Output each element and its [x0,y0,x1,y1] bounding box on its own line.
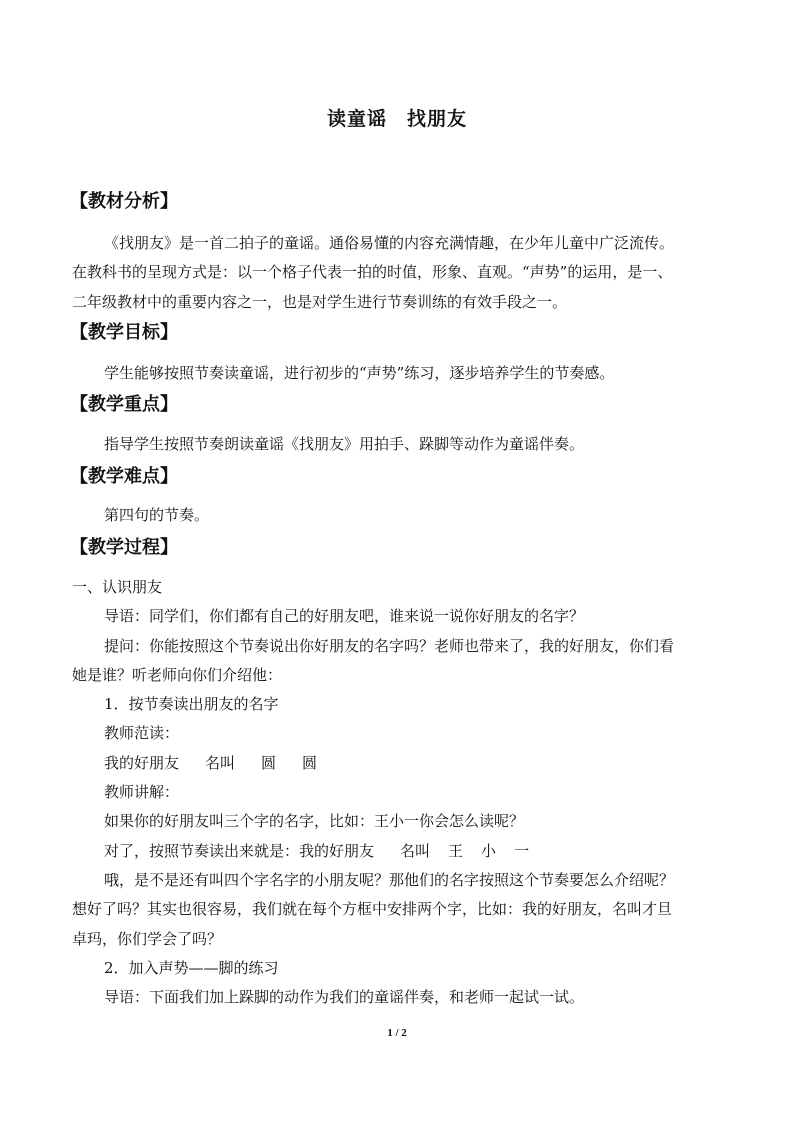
demo-word: 我的好朋友 [104,754,180,772]
document-title: 读童谣 找朋友 [326,108,467,130]
goals-line-1: 学生能够按照节奏读童谣，进行初步的“声势”练习，逐步培养学生的节奏感。 [104,364,615,382]
demo-word: 圆 [302,754,318,772]
demo-word: 名叫 [205,754,236,772]
process-four-char-line-1: 哦，是不是还有叫四个字名字的小朋友呢？那他们的名字按照这个节奏要怎么介绍呢？ [104,871,675,889]
demo-word: 圆 [261,754,277,772]
answer-word: 小 [481,842,497,860]
answer-word: 王 [448,842,464,860]
difficulties-line-1: 第四句的节奏。 [104,506,210,524]
answer-word: 一 [514,842,530,860]
page-number: 1 / 2 [387,1027,407,1039]
heading-difficulties: 【教学难点】 [70,466,178,487]
process-demo-rhythm [104,753,317,773]
process-explain-label: 教师讲解： [104,783,180,801]
process-explain-line: 如果你的好朋友叫三个字的名字，比如：王小一你会怎么读呢？ [104,812,525,830]
heading-goals: 【教学目标】 [70,322,178,343]
analysis-line-3: 二年级教材中的重要内容之一，也是对学生进行节奏训练的有效手段之一。 [72,293,568,311]
process-demo-label: 教师范读： [104,724,180,742]
process-question-line-2: 她是谁？听老师向你们介绍他： [72,666,283,684]
heading-key-points: 【教学重点】 [70,394,178,415]
process-step2-intro: 导语：下面我们加上跺脚的动作为我们的童谣伴奏，和老师一起试一试。 [104,988,585,1006]
process-question-line-1: 提问：你能按照这个节奏说出你好朋友的名字吗？老师也带来了，我的好朋友，你们看 [104,637,675,655]
analysis-line-2: 在教科书的呈现方式是：以一个格子代表一拍的时值，形象、直观。“声势”的运用，是一、 [72,263,673,281]
process-intro: 导语：同学们，你们都有自己的好朋友吧，谁来说一说你好朋友的名字？ [104,607,585,625]
process-step2: 2．加入声势——脚的练习 [104,959,279,977]
analysis-line-1: 《找朋友》是一首二拍子的童谣。通俗易懂的内容充满情趣，在少年儿童中广泛流传。 [104,234,675,252]
answer-prefix: 对了，按照节奏读出来就是：我的好朋友 [104,842,375,860]
answer-word: 名叫 [400,842,431,860]
process-step1: 1．按节奏读出朋友的名字 [104,695,279,713]
process-part1-title: 一、认识朋友 [72,578,163,596]
heading-analysis: 【教材分析】 [70,191,178,212]
heading-process: 【教学过程】 [70,537,178,558]
process-four-char-line-3: 卓玛，你们学会了吗？ [72,930,223,948]
process-four-char-line-2: 想好了吗？其实也很容易，我们就在每个方框中安排两个字，比如：我的好朋友，名叫才旦 [72,900,673,918]
process-answer-rhythm [104,841,529,861]
key-points-line-1: 指导学生按照节奏朗读童谣《找朋友》用拍手、跺脚等动作为童谣伴奏。 [104,435,585,453]
